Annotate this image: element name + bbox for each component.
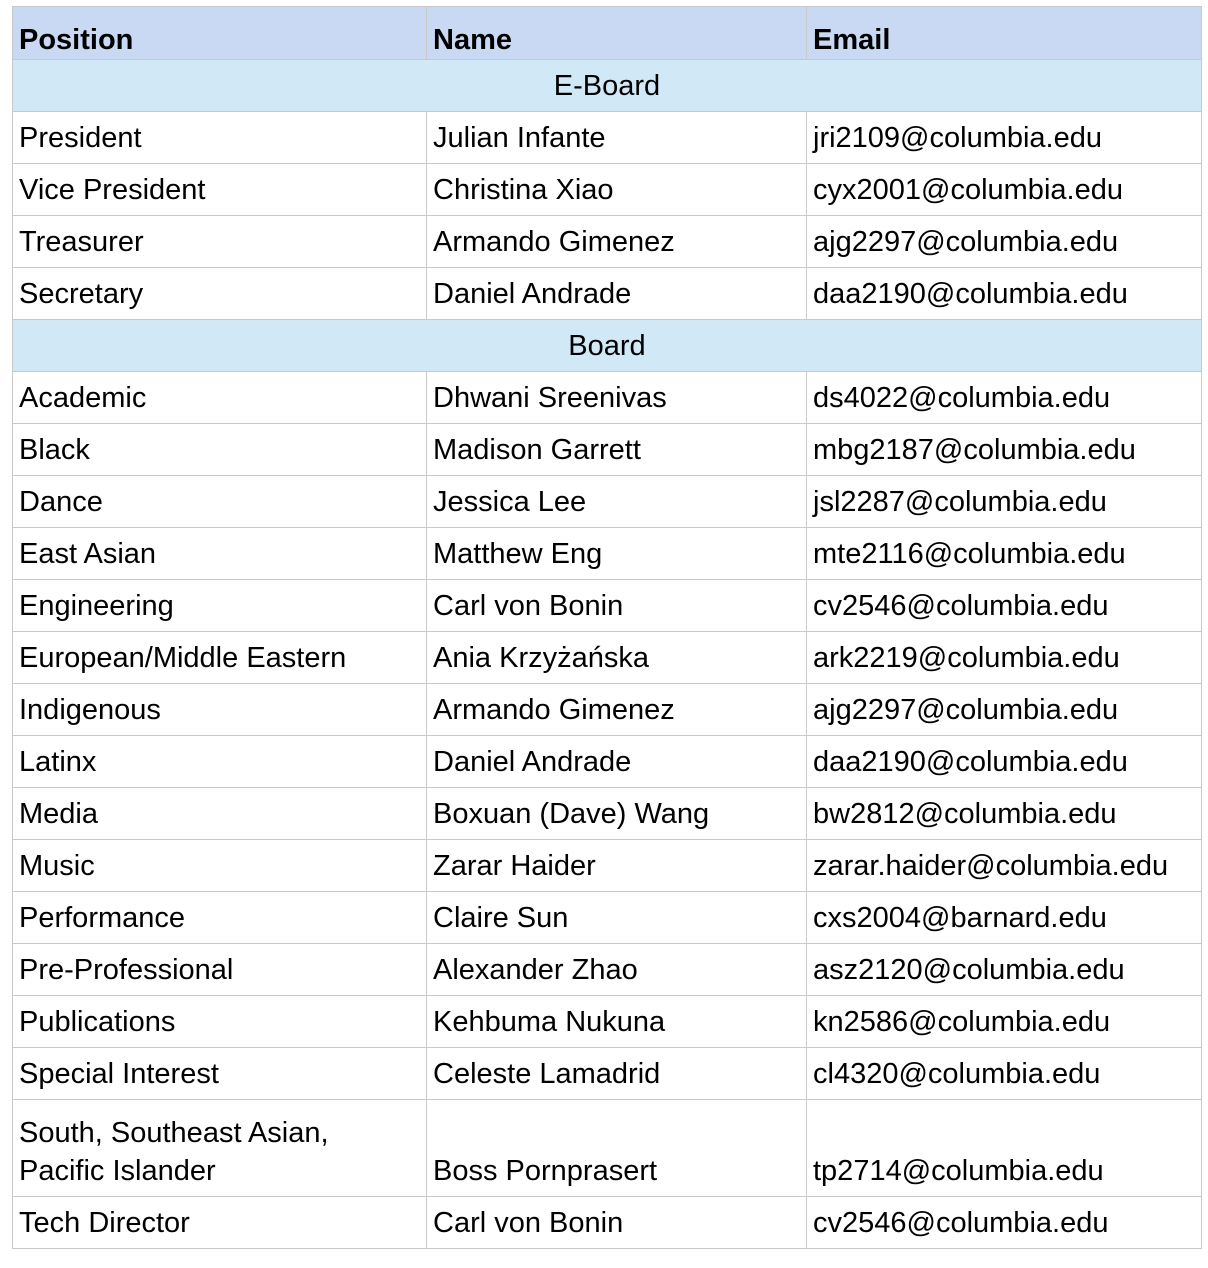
name-cell: Armando Gimenez [427, 216, 807, 268]
email-cell: cl4320@columbia.edu [807, 1048, 1202, 1100]
name-cell: Celeste Lamadrid [427, 1048, 807, 1100]
email-cell: kn2586@columbia.edu [807, 996, 1202, 1048]
email-cell: mbg2187@columbia.edu [807, 424, 1202, 476]
table-row [13, 580, 1202, 632]
name-cell: Kehbuma Nukuna [427, 996, 807, 1048]
name-cell: Jessica Lee [427, 476, 807, 528]
section-row [13, 60, 1202, 112]
email-cell: ajg2297@columbia.edu [807, 684, 1202, 736]
name-cell: Alexander Zhao [427, 944, 807, 996]
name-cell: Armando Gimenez [427, 684, 807, 736]
section-row [13, 320, 1202, 372]
name-cell: Carl von Bonin [427, 580, 807, 632]
section-title: Board [13, 320, 1202, 372]
header-name: Name [427, 7, 807, 60]
email-cell: ds4022@columbia.edu [807, 372, 1202, 424]
table-row [13, 632, 1202, 684]
name-cell: Zarar Haider [427, 840, 807, 892]
email-cell: bw2812@columbia.edu [807, 788, 1202, 840]
header-row [13, 7, 1202, 60]
header-position: Position [13, 7, 427, 60]
name-cell: Madison Garrett [427, 424, 807, 476]
name-cell: Carl von Bonin [427, 1197, 807, 1249]
email-cell: daa2190@columbia.edu [807, 736, 1202, 788]
position-cell: Vice President [13, 164, 427, 216]
table-row [13, 684, 1202, 736]
name-cell: Boss Pornprasert [427, 1100, 807, 1197]
name-cell: Boxuan (Dave) Wang [427, 788, 807, 840]
name-cell: Ania Krzyżańska [427, 632, 807, 684]
table-row [13, 736, 1202, 788]
name-cell: Julian Infante [427, 112, 807, 164]
table-row [13, 268, 1202, 320]
table-header [13, 7, 1202, 60]
position-cell: Pre-Professional [13, 944, 427, 996]
email-cell: ajg2297@columbia.edu [807, 216, 1202, 268]
position-cell: Latinx [13, 736, 427, 788]
table-row [13, 372, 1202, 424]
position-cell: South, Southeast Asian, Pacific Islander [13, 1100, 427, 1197]
name-cell: Daniel Andrade [427, 268, 807, 320]
email-cell: jri2109@columbia.edu [807, 112, 1202, 164]
table-row [13, 112, 1202, 164]
table-row [13, 788, 1202, 840]
email-cell: cv2546@columbia.edu [807, 1197, 1202, 1249]
table-row [13, 528, 1202, 580]
position-cell: Special Interest [13, 1048, 427, 1100]
section-title: E-Board [13, 60, 1202, 112]
position-cell: Academic [13, 372, 427, 424]
email-cell: tp2714@columbia.edu [807, 1100, 1202, 1197]
position-cell: Publications [13, 996, 427, 1048]
name-cell: Dhwani Sreenivas [427, 372, 807, 424]
email-cell: daa2190@columbia.edu [807, 268, 1202, 320]
position-cell: Tech Director [13, 1197, 427, 1249]
header-email: Email [807, 7, 1202, 60]
position-cell: Engineering [13, 580, 427, 632]
position-cell: Music [13, 840, 427, 892]
table-row [13, 1100, 1202, 1197]
position-cell: European/Middle Eastern [13, 632, 427, 684]
email-cell: jsl2287@columbia.edu [807, 476, 1202, 528]
name-cell: Daniel Andrade [427, 736, 807, 788]
email-cell: cxs2004@barnard.edu [807, 892, 1202, 944]
position-cell: Black [13, 424, 427, 476]
email-cell: ark2219@columbia.edu [807, 632, 1202, 684]
email-cell: mte2116@columbia.edu [807, 528, 1202, 580]
email-cell: asz2120@columbia.edu [807, 944, 1202, 996]
table-row [13, 840, 1202, 892]
name-cell: Matthew Eng [427, 528, 807, 580]
position-cell: Secretary [13, 268, 427, 320]
table-row [13, 996, 1202, 1048]
table-body [13, 60, 1202, 1249]
table-row [13, 944, 1202, 996]
name-cell: Christina Xiao [427, 164, 807, 216]
table-row [13, 164, 1202, 216]
position-cell: Indigenous [13, 684, 427, 736]
table-row [13, 1048, 1202, 1100]
table-row [13, 216, 1202, 268]
name-cell: Claire Sun [427, 892, 807, 944]
position-cell: Dance [13, 476, 427, 528]
position-cell: Media [13, 788, 427, 840]
table-row [13, 424, 1202, 476]
table-row [13, 476, 1202, 528]
position-cell: President [13, 112, 427, 164]
position-cell: Performance [13, 892, 427, 944]
officer-roster-table [12, 6, 1202, 1249]
email-cell: cv2546@columbia.edu [807, 580, 1202, 632]
email-cell: zarar.haider@columbia.edu [807, 840, 1202, 892]
position-cell: Treasurer [13, 216, 427, 268]
table-row [13, 892, 1202, 944]
email-cell: cyx2001@columbia.edu [807, 164, 1202, 216]
position-cell: East Asian [13, 528, 427, 580]
table-row [13, 1197, 1202, 1249]
